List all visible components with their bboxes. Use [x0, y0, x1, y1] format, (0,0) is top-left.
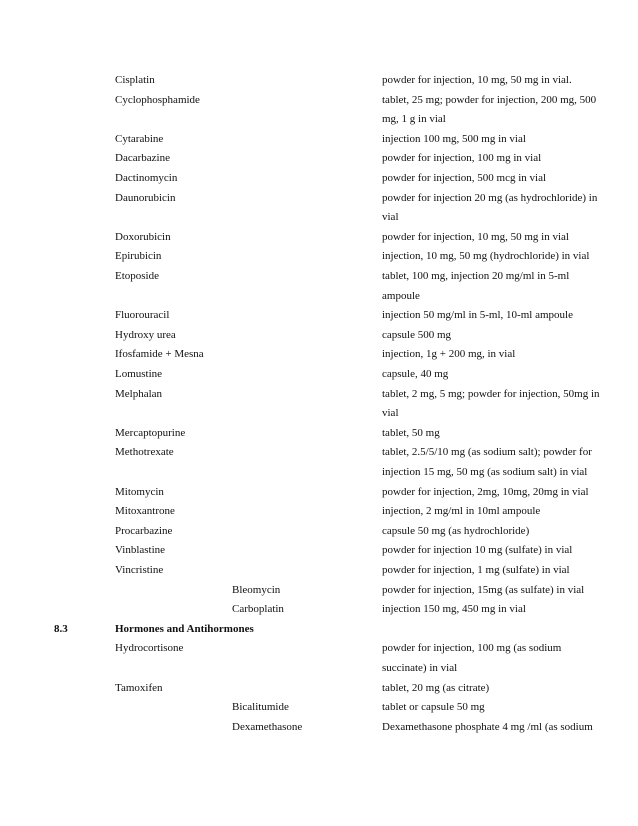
drug-name: Etoposide — [115, 270, 159, 282]
dosage-form-line: capsule 50 mg (as hydrochloride) — [382, 524, 530, 537]
drug-name: Bicalitumide — [232, 701, 289, 714]
drug-name: Epirubicin — [115, 250, 162, 263]
drug-name: Methotrexate — [115, 446, 174, 459]
drug-name: Daunorubicin — [115, 191, 176, 204]
dosage-form-line: powder for injection, 10 mg, 50 mg in vial — [382, 230, 569, 243]
dosage-form-line: tablet or capsule 50 mg — [382, 701, 485, 714]
dosage-form-line: ampoule — [382, 289, 420, 302]
drug-name: Dexamethasone — [232, 720, 303, 733]
drug-name: Ifosfamide + Mesna — [115, 348, 204, 361]
dosage-form-line: mg, 1 g in vial — [382, 113, 446, 126]
dosage-form-line: vial — [382, 211, 399, 224]
drug-name: Mitomycin — [115, 485, 164, 498]
drug-name: Cytarabine — [115, 132, 164, 145]
drug-name: Melphalan — [115, 387, 163, 400]
drug-name: Doxorubicin — [115, 230, 171, 243]
drug-name: Carboplatin — [232, 603, 284, 616]
dosage-form-line: tablet, 50 mg — [382, 426, 440, 439]
dosage-form-line: succinate) in vial — [382, 662, 458, 674]
dosage-form-line: powder for injection 20 mg (as hydrochloride) in — [382, 191, 598, 204]
drug-name: Procarbazine — [115, 524, 173, 537]
dosage-form-line: injection, 10 mg, 50 mg (hydrochloride) in vial — [382, 250, 590, 263]
drug-name: Tamoxifen — [115, 681, 163, 694]
drug-name: Hydroxy urea — [115, 328, 176, 341]
drug-name: Cisplatin — [115, 74, 155, 86]
dosage-form-line: injection, 2 mg/ml in 10ml ampoule — [382, 505, 541, 518]
drug-name: Dactinomycin — [115, 172, 178, 184]
dosage-form-line: capsule 500 mg — [382, 328, 452, 341]
dosage-form-line: injection 15 mg, 50 mg (as sodium salt) in vial — [382, 466, 588, 478]
drug-name: Mitoxantrone — [115, 505, 175, 518]
drug-name: Fluorouracil — [115, 309, 170, 322]
dosage-form-line: powder for injection 10 mg (sulfate) in vial — [382, 544, 573, 557]
dosage-form-line: powder for injection, 15mg (as sulfate) in vial — [382, 583, 585, 596]
drug-name: Cyclophosphamide — [115, 93, 200, 106]
dosage-form-line: Dexamethasone phosphate 4 mg /ml (as sodium — [382, 720, 593, 733]
dosage-form-line: tablet, 2.5/5/10 mg (as sodium salt); powder for — [382, 446, 592, 459]
dosage-form-line: tablet, 100 mg, injection 20 mg/ml in 5-ml — [382, 270, 570, 282]
dosage-form-line: capsule, 40 mg — [382, 368, 449, 380]
drug-name: Vinblastine — [115, 544, 166, 557]
drug-name: Lomustine — [115, 368, 163, 380]
dosage-form-line: powder for injection, 2mg, 10mg, 20mg in vial — [382, 485, 589, 498]
dosage-form-line: tablet, 25 mg; powder for injection, 200 mg, 500 — [382, 93, 597, 106]
dosage-form-line: powder for injection, 10 mg, 50 mg in vial. — [382, 74, 572, 86]
drug-name: Dacarbazine — [115, 152, 170, 165]
dosage-form-line: powder for injection, 100 mg in vial — [382, 152, 542, 165]
dosage-form-line: injection 100 mg, 500 mg in vial — [382, 132, 526, 145]
drug-name: Mercaptopurine — [115, 426, 186, 439]
section-title: Hormones and Antihormones — [115, 622, 254, 635]
dosage-form-line: injection 150 mg, 450 mg in vial — [382, 603, 526, 616]
dosage-form-line: tablet, 20 mg (as citrate) — [382, 681, 490, 694]
dosage-form-line: injection 50 mg/ml in 5-ml, 10-ml ampoule — [382, 309, 573, 322]
dosage-form-line: vial — [382, 407, 399, 420]
drug-name: Hydrocortisone — [115, 642, 184, 655]
dosage-form-line: tablet, 2 mg, 5 mg; powder for injection, 50mg in — [382, 387, 600, 400]
drug-name: Vincristine — [115, 564, 164, 576]
dosage-form-line: powder for injection, 100 mg (as sodium — [382, 642, 562, 655]
dosage-form-line: powder for injection, 1 mg (sulfate) in vial — [382, 564, 570, 576]
dosage-form-line: injection, 1g + 200 mg, in vial — [382, 348, 516, 361]
drug-name: Bleomycin — [232, 583, 281, 596]
dosage-form-line: powder for injection, 500 mcg in vial — [382, 172, 547, 184]
section-number: 8.3 — [54, 622, 68, 635]
